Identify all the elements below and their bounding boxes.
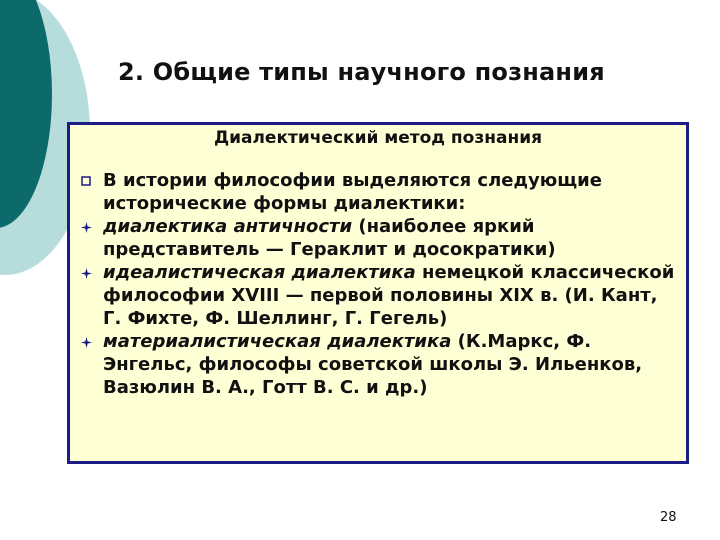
item-emphasis: материалистическая диалектика	[103, 331, 452, 352]
content-box	[67, 122, 689, 464]
list-item	[70, 169, 686, 215]
box-header: Диалектический метод познания	[213, 128, 543, 148]
item-text: немецкой классической философии XVIII — первой половины XIX в. (И. Кант, Г. Фихте, Ф. Шеллинг, Г. Гегель)	[103, 262, 675, 329]
item-emphasis: идеалистическая диалектика	[103, 262, 416, 283]
item-text: В истории философии выделяются следующие исторические формы диалектики:	[103, 170, 602, 214]
square-bullet-icon	[80, 175, 92, 187]
item-text: (К.Маркс, Ф. Энгельс, философы советской школы Э. Ильенков, Вазюлин В. А., Готт В. С. и др.)	[103, 331, 643, 398]
list-item	[70, 215, 686, 261]
item-emphasis: диалектика античности	[103, 216, 353, 237]
diamond-bullet-icon	[80, 336, 92, 348]
list-item	[70, 261, 686, 330]
diamond-bullet-icon	[80, 267, 92, 279]
slide-title: 2. Общие типы научного познания	[118, 58, 605, 86]
bullet-list	[70, 169, 686, 399]
page-number: 28	[660, 510, 677, 525]
diamond-bullet-icon	[80, 221, 92, 233]
item-text: (наиболее яркий представитель — Гераклит и досократики)	[103, 216, 556, 260]
list-item	[70, 330, 686, 399]
